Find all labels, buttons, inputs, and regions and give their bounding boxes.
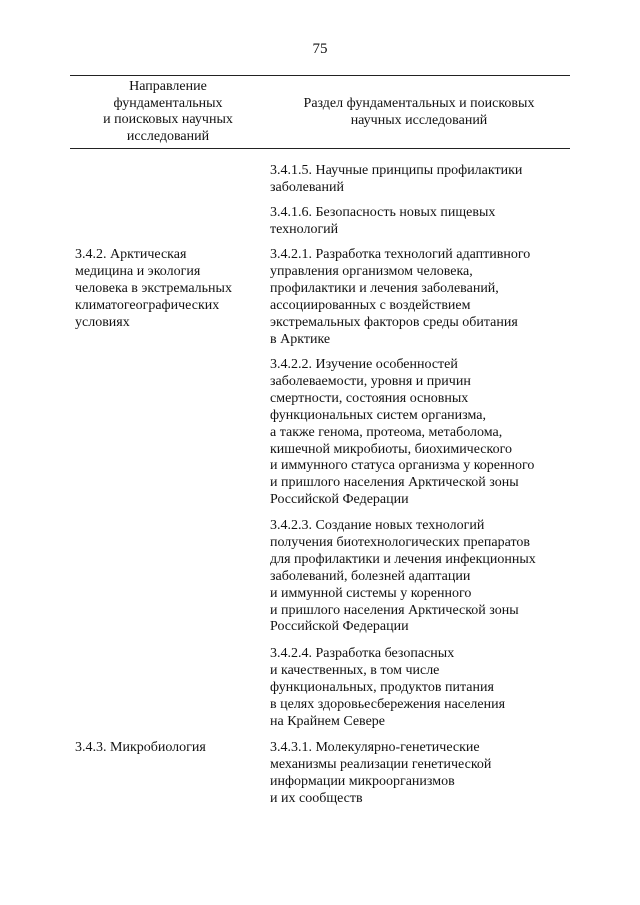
entry-line: ассоциированных с воздействием bbox=[270, 297, 471, 313]
entry-line: условиях bbox=[75, 314, 130, 330]
entry-line: профилактики и лечения заболеваний, bbox=[270, 280, 499, 296]
entry-line: технологий bbox=[270, 221, 339, 237]
entry-line: и их сообществ bbox=[270, 790, 363, 806]
header-direction-line: и поисковых научных bbox=[103, 112, 233, 127]
entry-line: Российской Федерации bbox=[270, 492, 409, 508]
entry-line: и иммунной системы у коренного bbox=[270, 585, 472, 601]
entry-line: в Арктике bbox=[270, 331, 331, 347]
entry-line: Российской Федерации bbox=[270, 619, 409, 635]
page-number: 75 bbox=[312, 41, 328, 57]
entry-line: 3.4.2.2. Изучение особенностей bbox=[270, 357, 458, 372]
entry-line: человека в экстремальных bbox=[75, 280, 232, 296]
section-entry-3-4-2-4 bbox=[270, 646, 570, 731]
entry-line: и пришлого населения Арктической зоны bbox=[270, 602, 519, 618]
entry-line: для профилактики и лечения инфекционных bbox=[270, 551, 536, 567]
direction-entry-3-4-2 bbox=[75, 247, 260, 332]
header-section-line: научных исследований bbox=[350, 112, 488, 128]
entry-line: 3.4.2.1. Разработка технологий адаптивного bbox=[270, 247, 531, 262]
section-entry-3-4-2-2 bbox=[270, 357, 570, 509]
header-section-line: Раздел фундаментальных и поисковых bbox=[303, 96, 535, 111]
entry-line: 3.4.2. Арктическая bbox=[75, 247, 187, 262]
header-direction-line: фундаментальных bbox=[113, 95, 223, 111]
entry-line: информации микроорганизмов bbox=[270, 773, 455, 789]
entry-line: механизмы реализации генетической bbox=[270, 756, 492, 772]
direction-entry-3-4-3 bbox=[75, 740, 260, 757]
entry-line: климатогеографических bbox=[75, 297, 220, 313]
section-entry-3-4-1-5 bbox=[270, 163, 570, 197]
entry-line: 3.4.3. Микробиология bbox=[75, 740, 206, 755]
table-header-rule bbox=[70, 148, 570, 149]
entry-line: заболеваний bbox=[270, 179, 344, 195]
table-top-rule bbox=[70, 75, 570, 76]
entry-line: функциональных, продуктов питания bbox=[270, 679, 494, 695]
entry-line: кишечной микробиоты, биохимического bbox=[270, 441, 512, 457]
entry-line: экстремальных факторов среды обитания bbox=[270, 314, 518, 330]
entry-line: и качественных, в том числе bbox=[270, 662, 440, 678]
entry-line: заболеваемости, уровня и причин bbox=[270, 373, 471, 389]
entry-line: и пришлого населения Арктической зоны bbox=[270, 475, 519, 491]
header-section bbox=[268, 96, 570, 129]
entry-line: медицина и экология bbox=[75, 263, 201, 279]
header-direction-line: исследований bbox=[126, 128, 210, 144]
section-entry-3-4-3-1 bbox=[270, 740, 570, 808]
entry-line: на Крайнем Севере bbox=[270, 713, 385, 729]
section-entry-3-4-1-6 bbox=[270, 205, 570, 239]
entry-line: смертности, состояния основных bbox=[270, 390, 469, 406]
entry-line: 3.4.2.4. Разработка безопасных bbox=[270, 646, 455, 661]
entry-line: 3.4.3.1. Молекулярно-генетические bbox=[270, 740, 480, 755]
entry-line: 3.4.1.5. Научные принципы профилактики bbox=[270, 163, 523, 178]
entry-line: 3.4.2.3. Создание новых технологий bbox=[270, 518, 485, 533]
entry-line: и иммунного статуса организма у коренного bbox=[270, 458, 535, 474]
section-entry-3-4-2-1 bbox=[270, 247, 570, 348]
entry-line: 3.4.1.6. Безопасность новых пищевых bbox=[270, 205, 496, 220]
entry-line: функциональных систем организма, bbox=[270, 407, 486, 423]
entry-line: в целях здоровьесбережения населения bbox=[270, 696, 506, 712]
section-entry-3-4-2-3 bbox=[270, 518, 570, 636]
entry-line: получения биотехнологических препаратов bbox=[270, 534, 530, 550]
header-direction-line: Направление bbox=[129, 79, 207, 94]
entry-line: заболеваний, болезней адаптации bbox=[270, 568, 471, 584]
entry-line: управления организмом человека, bbox=[270, 263, 473, 279]
entry-line: а также генома, протеома, метаболома, bbox=[270, 424, 503, 440]
header-direction bbox=[80, 79, 256, 145]
